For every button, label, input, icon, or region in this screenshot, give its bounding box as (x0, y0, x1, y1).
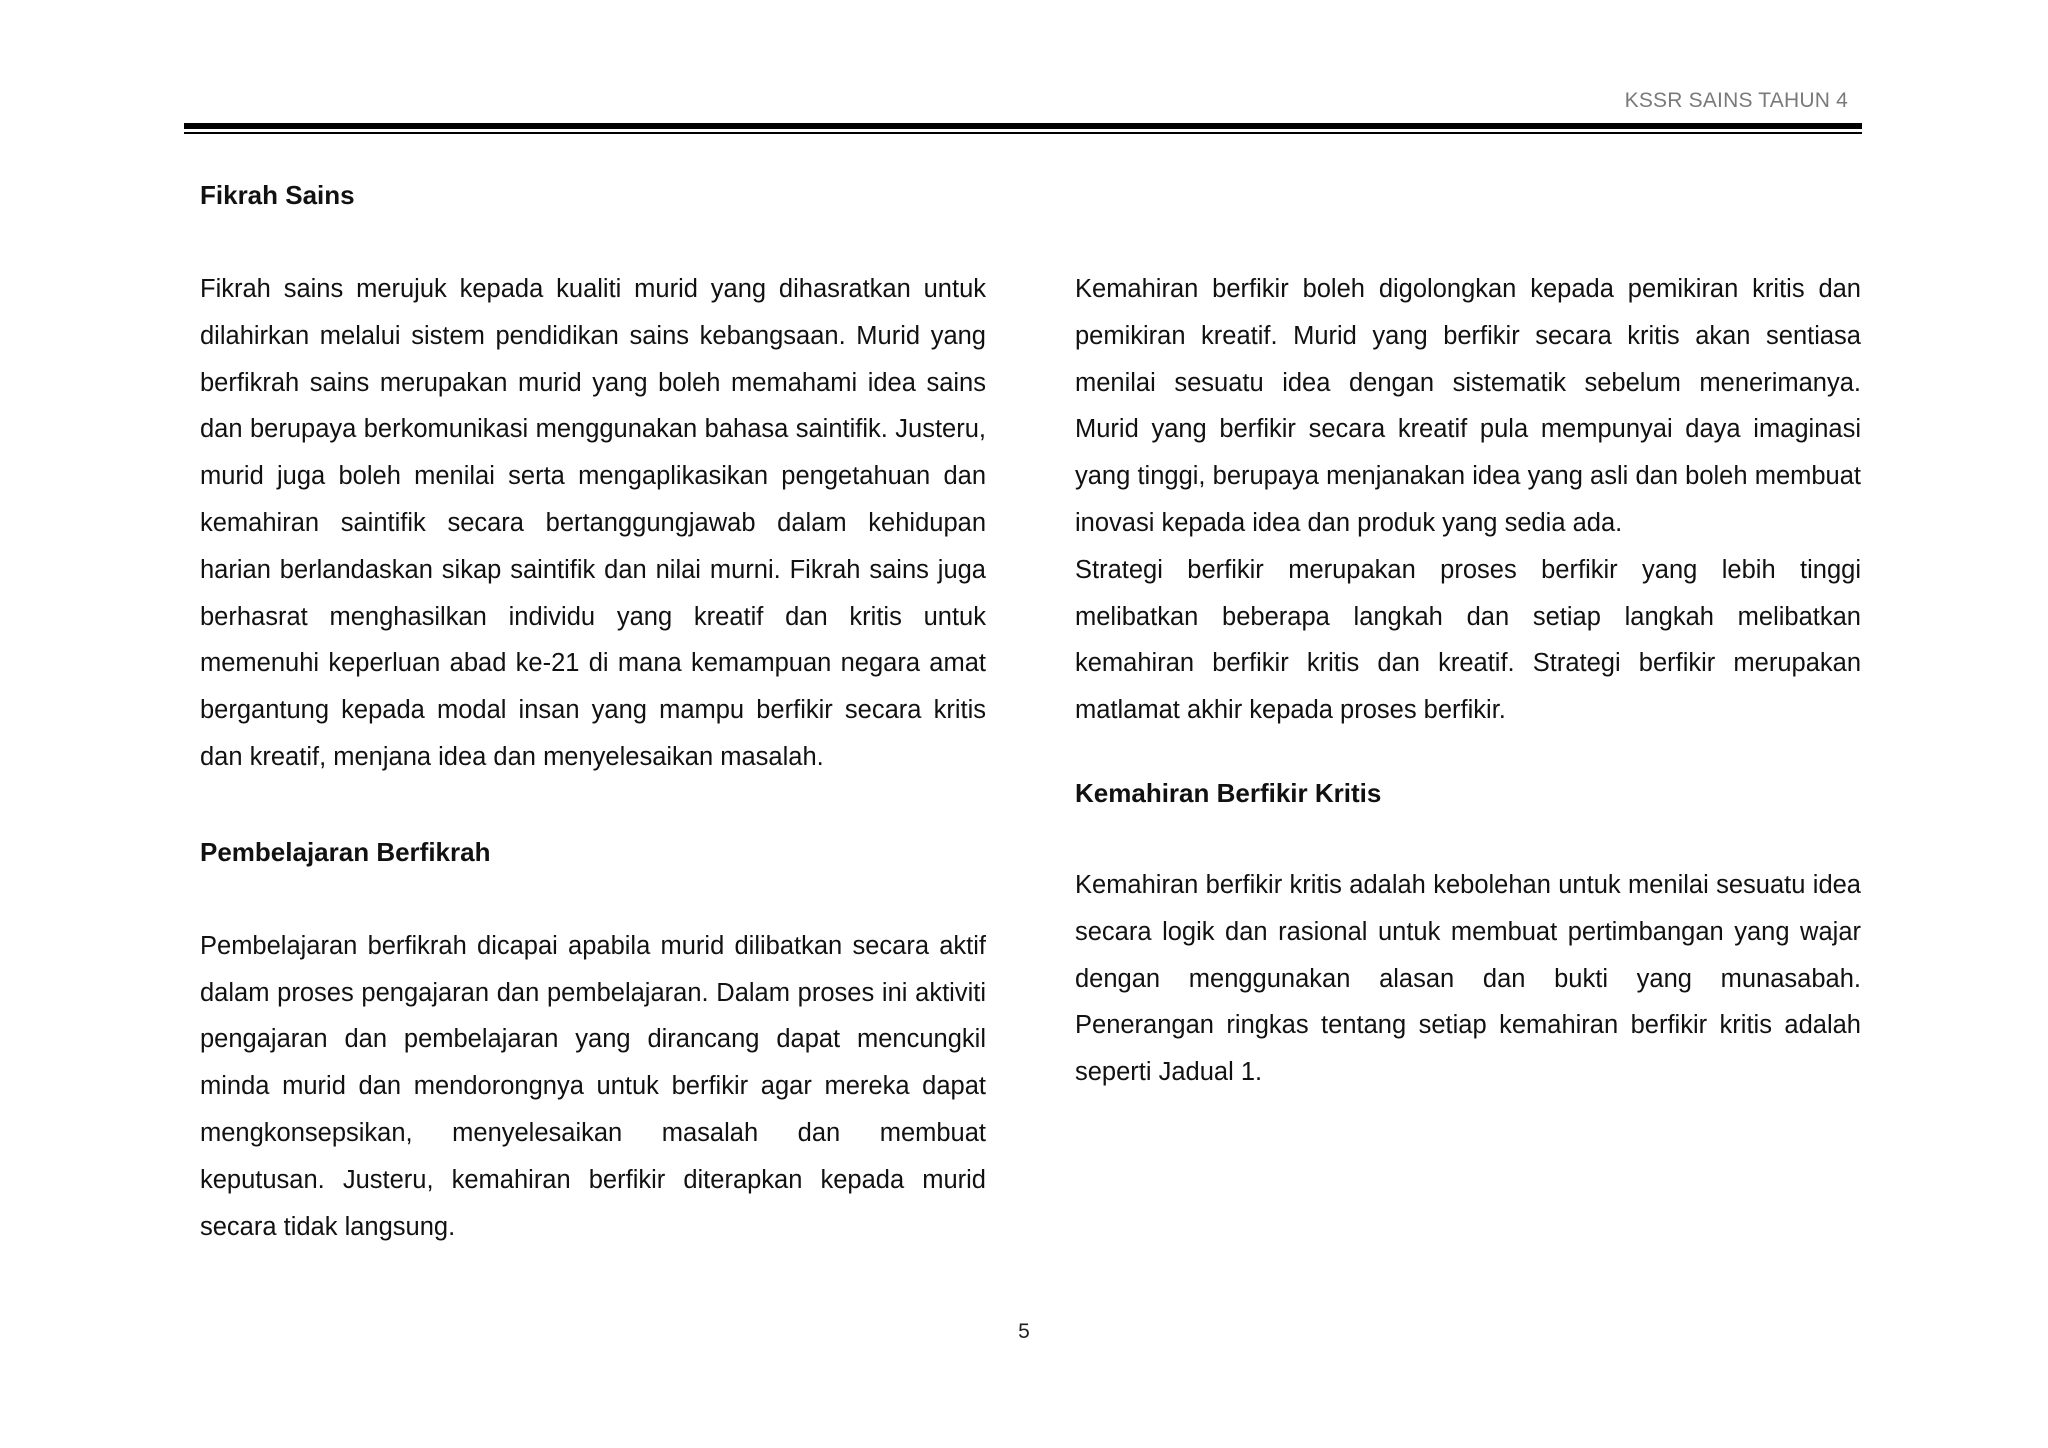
paragraph-strategi-berfikir: Strategi berfikir merupakan proses berfikir yang lebih tinggi melibatkan beberapa langkah dan setiap langkah melibatkan kemahiran berfikir kritis dan kreatif. Strategi berfikir merupakan matlamat akhir kepada proses berfikir. (1075, 555, 1861, 725)
page-header (184, 86, 1862, 134)
left-column (200, 170, 986, 1250)
right-column (1075, 266, 1861, 1096)
page-number: 5 (1018, 1320, 1030, 1343)
paragraph-pembelajaran-berfikrah: Pembelajaran berfikrah dicapai apabila murid dilibatkan secara aktif dalam proses pengajaran dan pembelajaran. Dalam proses ini aktiviti pengajaran dan pembelajaran yang dirancang dapat mencungkil minda murid dan mendorongnya untuk berfikir agar mereka dapat mengkonsepsikan, menyelesaikan masalah dan membuat keputusan. Justeru, kemahiran berfikir diterapkan kepada murid secara tidak langsung. (200, 931, 986, 1241)
paragraph-kemahiran-berfikir-kritis: Kemahiran berfikir kritis adalah kebolehan untuk menilai sesuatu idea secara logik dan rasional untuk membuat pertimbangan yang wajar dengan menggunakan alasan dan bukti yang munasabah. Penerangan ringkas tentang setiap kemahiran berfikir kritis adalah seperti Jadual 1. (1075, 870, 1861, 1087)
section-heading-kemahiran-berfikir-kritis: Kemahiran Berfikir Kritis (1075, 777, 1382, 808)
header-rule-thick (184, 123, 1862, 129)
section-heading-pembelajaran-berfikrah: Pembelajaran Berfikrah (200, 836, 491, 867)
section-heading-fikrah-sains: Fikrah Sains (200, 180, 355, 210)
header-rule-thin (184, 132, 1862, 134)
paragraph-kemahiran-berfikir: Kemahiran berfikir boleh digolongkan kepada pemikiran kritis dan pemikiran kreatif. Murid yang berfikir secara kritis akan sentiasa menilai sesuatu idea dengan sistematik sebelum menerimanya. Murid yang berfikir secara kreatif pula mempunyai daya imaginasi yang tinggi, berupaya menjanakan idea yang asli dan boleh membuat inovasi kepada idea dan produk yang sedia ada. (1075, 275, 1861, 537)
paragraph-fikrah-sains: Fikrah sains merujuk kepada kualiti murid yang dihasratkan untuk dilahirkan melalui sistem pendidikan sains kebangsaan. Murid yang berfikrah sains merupakan murid yang boleh memahami idea sains dan berupaya berkomunikasi menggunakan bahasa saintifik. Justeru, murid juga boleh menilai serta mengaplikasikan pengetahuan dan kemahiran saintifik secara bertanggungjawab dalam kehidupan harian berlandaskan sikap saintifik dan nilai murni. Fikrah sains juga berhasrat menghasilkan individu yang kreatif dan kritis untuk memenuhi keperluan abad ke-21 di mana kemampuan negara amat bergantung kepada modal insan yang mampu berfikir secara kritis dan kreatif, menjana idea dan menyelesaikan masalah. (200, 275, 986, 771)
header-title: KSSR SAINS TAHUN 4 (1624, 89, 1848, 112)
